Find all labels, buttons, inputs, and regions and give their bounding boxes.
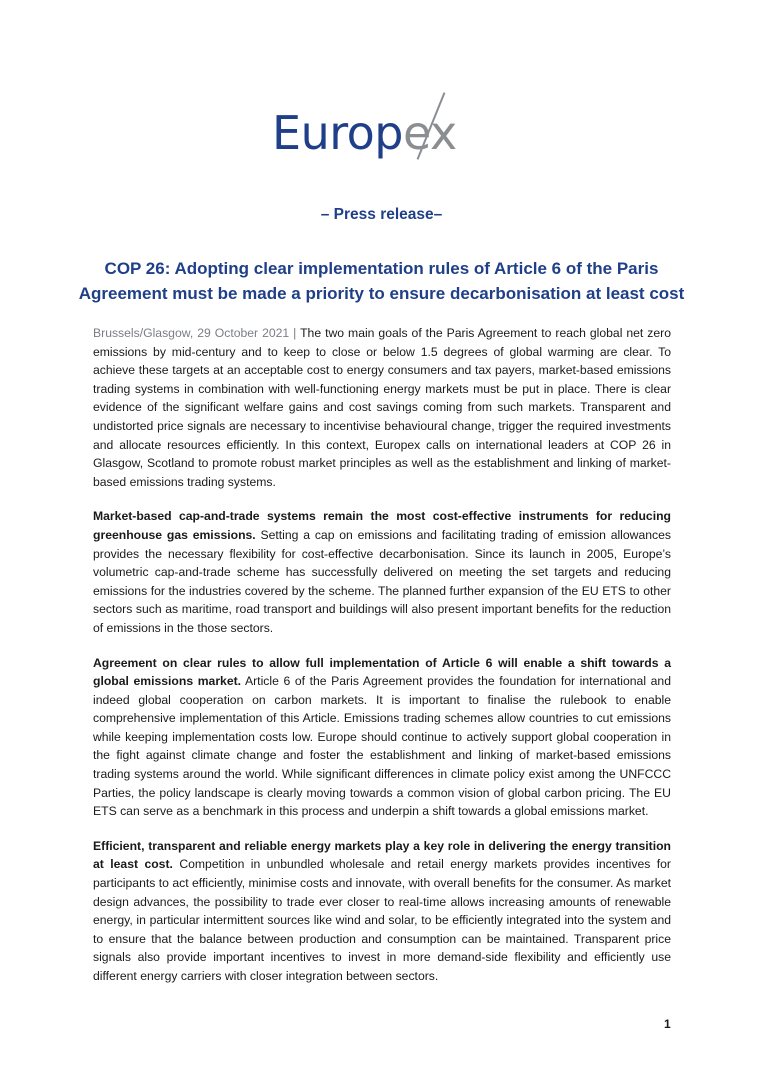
title-line-1: COP 26: Adopting clear implementation rules of Article 6 of the Paris <box>104 259 659 278</box>
paragraph-intro <box>93 324 671 491</box>
paragraph-text: The two main goals of the Paris Agreement to reach global net zero emissions by mid-century and to keep to close or below 1.5 degrees of global warming are clear. To achieve these targets at an acceptable cost to energy consumers and tax payers, market-based emissions trading systems in combination with well-functioning energy markets must be put in place. There is clear evidence of the significant welfare gains and cost savings coming from such markets. Transparent and undistorted price signals are necessary to incentivise behavioural change, trigger the required investments and allocate resources efficiently. In this context, Europex calls on international leaders at COP 26 in Glasgow, Scotland to promote robust market principles as well as the establishment and linking of market-based emissions trading systems. <box>93 326 672 489</box>
logo-part-grey: ex <box>402 106 457 160</box>
paragraph-text: Setting a cap on emissions and facilitating trading of emission allowances provides the necessary flexibility for cost-effective decarbonisation. Since its launch in 2005, Europe’s volumetric cap-and-trade scheme has successfully delivered on meeting the set targets and reducing emissions for the industries covered by the scheme. The planned further expansion of the EU ETS to other sectors such as maritime, road transport and buildings will also present important benefits for the reduction of emissions in the those sectors. <box>93 527 671 635</box>
paragraph-text: Competition in unbundled wholesale and retail energy markets provides incentives for participants to act efficiently, minimise costs and innovate, with overall benefits for the consumer. As market design advances, the possibility to trade ever closer to real-time allows increasing amounts of renewable energy, in particular intermittent sources like wind and solar, to be efficiently integrated into the system and to ensure that the balance between production and consumption can be maintained. Transparent price signals also provide important incentives to invest in more demand-side flexibility and efficiently use different energy carriers with closer integration between sectors. <box>93 857 671 983</box>
logo-part-blue: Europ <box>272 106 403 160</box>
press-release-kicker: – Press release– <box>320 206 443 223</box>
europex-logo <box>0 88 763 168</box>
paragraph-text: Article 6 of the Paris Agreement provides the foundation for international and indeed global cooperation on carbon markets. It is important to finalise the rulebook to enable comprehensive implementation of this Article. Emissions trading schemes allow countries to cut emissions while keeping implementation costs low. Europe should continue to actively support global cooperation in the fight against climate change and foster the establishment and linking of market-based emissions trading systems around the world. While significant differences in climate policy exist among the UNFCCC Parties, the policy landscape is clearly moving towards a common vision of global carbon pricing. The EU ETS can serve as a benchmark in this process and underpin a shift towards a global emissions market. <box>93 674 671 819</box>
paragraph-lead: Agreement on clear rules to allow full implementation of Article 6 will enable a shift towards a global emissions market. <box>93 655 671 689</box>
paragraph-lead: Efficient, transparent and reliable energy markets play a key role in delivering the energy transition at least cost. <box>93 838 671 872</box>
document-body <box>93 324 671 1002</box>
title-line-2: Agreement must be made a priority to ensure decarbonisation at least cost <box>78 284 685 303</box>
paragraph-cap-and-trade <box>93 507 671 637</box>
paragraph-article-6 <box>93 654 671 821</box>
page-number: 1 <box>664 1017 671 1031</box>
document-title <box>60 256 703 306</box>
dateline: Brussels/Glasgow, 29 October 2021 | <box>93 326 297 340</box>
paragraph-energy-markets <box>93 837 671 986</box>
paragraph-lead: Market-based cap-and-trade systems remain the most cost-effective instruments for reducing greenhouse gas emissions. <box>93 509 671 542</box>
